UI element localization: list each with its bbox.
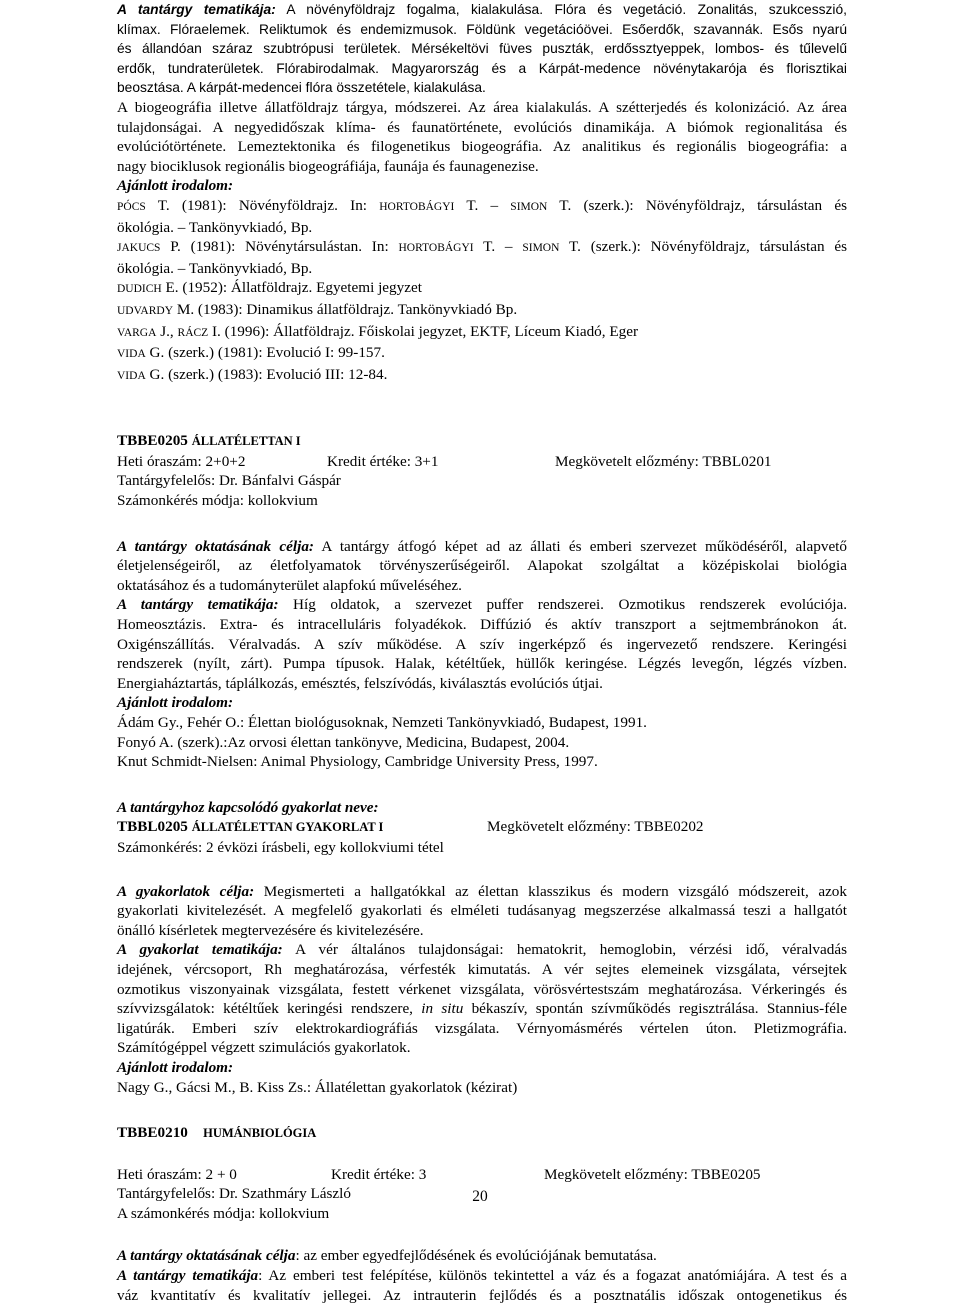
course-heading: TBBE0210 HUMÁNBIOLÓGIA xyxy=(117,1124,317,1142)
course-responsible: Tantárgyfelelős: Dr. Szathmáry László xyxy=(117,1185,351,1203)
text-line: oktatásához és a tudományterület alapfokú műveléséhez. xyxy=(117,576,462,594)
reference-line: ökológia. – Tankönyvkiadó, Bp. xyxy=(117,218,313,236)
text-line: önálló kísérletek megtervezésére és kivitelezésére. xyxy=(117,921,424,939)
reference-line: DUDICH E. (1952): Állatföldrajz. Egyetemi jegyzet xyxy=(117,279,422,297)
course-tbbe0210 xyxy=(117,1123,847,1305)
text-line: váz kvantitatív és kvalitatív jellegei. Az intrauterin fejlődés és a posztnatális időszak ontogenetikus és xyxy=(117,1286,847,1304)
spacer xyxy=(117,1144,847,1165)
text-line: Számítógéppel végzett szimulációs gyakorlatok. xyxy=(117,1039,411,1057)
text-line: klímax. Flóraelemek. Reliktumok és endemizmusok. Földünk vegetációövei. Esőerdők, szavannák. Esős nyarú xyxy=(117,21,847,37)
text-line: ozmotikus viszonyainak vizsgálata, festett vérkenet vizsgálata, vörösvértestszám meghatározása. Vérkeringés és xyxy=(117,980,847,998)
course-exam: Számonkérés módja: kollokvium xyxy=(117,492,318,510)
text-line: életjelenségeiről, az életfolyamatok törvényszerűségeiről. Alapokat szolgáltat a középiskolai biológia xyxy=(117,557,847,575)
text-line: gyakorlati kivitelezését. A megfelelő gyakorlati és elméleti tudásanyag megszerzése alkalmassá teszi a hallgatót xyxy=(117,902,847,920)
reference-line: VARGA J., RÁCZ I. (1996): Állatföldrajz. Főiskolai jegyzet, EKTF, Líceum Kiadó, Eger xyxy=(117,322,639,340)
reference-line: JAKUCS P. (1981): Növénytársulástan. In: HORTOBÁGYI T. – SIMON T. (szerk.): Növényföldrajz, társulástan és xyxy=(117,238,848,256)
spacer xyxy=(117,858,847,882)
literature-heading: Ajánlott irodalom: xyxy=(117,177,234,195)
text-line: nagy biociklusok regionális biogeográfiája, faunája és faunagenezise. xyxy=(117,157,539,175)
text-line: és állandóan száraz szubtrópusi területek. Mérsékeltövi füves puszták, erdőssztyeppek, lombos- és tűlevelű xyxy=(117,41,847,57)
spacer xyxy=(117,386,847,431)
reference-line: Fonyó A. (szerk).:Az orvosi élettan tankönyve, Medicina, Budapest, 2004. xyxy=(117,733,570,751)
text-line: Homeosztázis. Extra- és intracelluláris folyadékok. Diffúzió és aktív transzport a sejtmembránokon át. xyxy=(117,616,847,634)
reference-line: VIDA G. (szerk.) (1983): Evolució III: 12-84. xyxy=(117,365,388,383)
text-line: A gyakorlatok célja: Megismerteti a hallgatókkal az élettan klasszikus és modern vizsgáló módszereit, azok xyxy=(117,882,847,900)
reference-line: Ádám Gy., Fehér O.: Élettan biológusoknak, Nemzeti Tankönyvkiadó, Budapest, 1991. xyxy=(117,714,647,731)
spacer xyxy=(117,772,847,798)
text-line: A tantárgy tematikája: A növényföldrajz fogalma, kialakulása. Flóra és vegetáció. Zonalitás, szukcesszió, xyxy=(117,2,847,17)
reference-line: VIDA G. (szerk.) (1981): Evolució I: 99-157. xyxy=(117,344,385,362)
text-line: rendszerek (nyílt, zárt). Pumpa típusok. Halak, kétéltűek, hüllők keringése. Légzés levegőn, légzés vízben. xyxy=(117,655,847,673)
text-line: A biogeográfia illetve állatföldrajz tárgya, módszerei. Az área kialakulás. A szétterjedés és kolonizáció. Az área xyxy=(117,98,847,116)
course-tbbe0205 xyxy=(117,431,847,772)
text-line: szívvizsgálatok: kétéltűek keringési rendszere, in situ békaszív, spontán szívműködés regisztrálása. Stannius-féle xyxy=(117,1000,847,1018)
practice-heading: A tantárgyhoz kapcsolódó gyakorlat neve: xyxy=(117,798,379,816)
reference-line: Knut Schmidt-Nielsen: Animal Physiology, Cambridge University Press, 1997. xyxy=(117,753,598,771)
zoogeography-topics xyxy=(117,98,847,176)
spacer xyxy=(117,1097,847,1123)
text-line: beosztása. A kárpát-medencei flóra összetétele, kialakulása. xyxy=(117,80,486,96)
text-line: Oxigénszállítás. Véralvadás. A szív működése. A szív ingerképző és ingervezető rendszere. Keringési xyxy=(117,635,847,653)
practice-exam: Számonkérés: 2 évközi írásbeli, egy kollokviumi tétel xyxy=(117,838,444,856)
text-line: A gyakorlat tematikája: A vér általános tulajdonságai: hematokrit, hemoglobin, vérzési idő, véralvadás xyxy=(117,941,847,959)
page-number: 20 xyxy=(472,1188,488,1205)
course-heading: TBBE0205 ÁLLATÉLETTAN I xyxy=(117,432,301,450)
text-line: ligatúrák. Emberi szív elektrokardiográfiás vizsgálata. Vérnyomásmérés vértelen úton. Pletizmográfia. xyxy=(117,1019,847,1037)
literature-heading: Ajánlott irodalom: xyxy=(117,1058,234,1076)
text-line: A tantárgy tematikája: Az emberi test felépítése, különös tekintettel a váz és a fogazat anatómiájára. A test és a xyxy=(117,1267,848,1285)
reference-line: UDVARDY M. (1983): Dinamikus állatföldrajz. Tankönyvkiadó Bp. xyxy=(117,300,518,318)
practice-title: TBBL0205 ÁLLATÉLETTAN GYAKORLAT I Megkövetelt előzmény: TBBE0202 xyxy=(117,818,704,836)
text-line: A tantárgy oktatásának célja: A tantárgy átfogó képet ad az állati és emberi szervezet működéséről, alapvető xyxy=(117,537,847,555)
literature-heading: Ajánlott irodalom: xyxy=(117,694,234,712)
plant-geography-topics xyxy=(117,0,847,98)
reference-line: PÓCS T. (1981): Növényföldrajz. In: HORTOBÁGYI T. – SIMON T. (szerk.): Növényföldrajz, társulástan és xyxy=(117,196,847,214)
text-line: A tantárgy oktatásának célja: az ember egyedfejlődésének és evolúciójának bemutatása. xyxy=(117,1247,657,1265)
text-line: erdők, tundraterületek. Flórabirodalmak. Magyarország és a Kárpát-medence növénytakarója és florisztikai xyxy=(117,60,847,76)
course-meta: Heti óraszám: 2+0+2 Kredit értéke: 3+1 Megkövetelt előzmény: TBBL0201 xyxy=(117,452,772,470)
document-page xyxy=(117,0,847,1305)
course-responsible: Tantárgyfelelős: Dr. Bánfalvi Gáspár xyxy=(117,472,341,490)
text-line: A tantárgy tematikája: Híg oldatok, a szervezet puffer rendszerei. Ozmotikus rendszerek evolúciója. xyxy=(117,596,848,614)
course-meta: Heti óraszám: 2 + 0 Kredit értéke: 3 Megkövetelt előzmény: TBBE0205 xyxy=(117,1165,761,1183)
text-line: idejének, vércsoport, Rh meghatározása, vérfesték kimutatás. A vér sejtes elemeinek vizsgálata, vérsejtek xyxy=(117,960,847,978)
text-line: tulajdonságai. A negyedidőszak klíma- és faunatörténete, evolúciós dinamikája. A biómok regionalitása és xyxy=(117,118,847,136)
spacer xyxy=(117,511,847,537)
course-exam: A számonkérés módja: kollokvium xyxy=(117,1204,330,1222)
practice-tbbl0205 xyxy=(117,798,847,1097)
reference-line: Nagy G., Gácsi M., B. Kiss Zs.: Állatélettan gyakorlatok (kézirat) xyxy=(117,1078,518,1096)
reference-line: ökológia. – Tankönyvkiadó, Bp. xyxy=(117,259,313,277)
recommended-literature-1 xyxy=(117,176,847,386)
text-line: evolúciótörténete. Lemeztektonika és filogenetikus biogeográfia. Az analitikus és regionális biogeográfia: a xyxy=(117,138,847,156)
text-line: Energiaháztartás, táplálkozás, emésztés, felszívódás, kiválasztás evolúciós útjai. xyxy=(117,674,603,692)
spacer xyxy=(117,1223,847,1246)
